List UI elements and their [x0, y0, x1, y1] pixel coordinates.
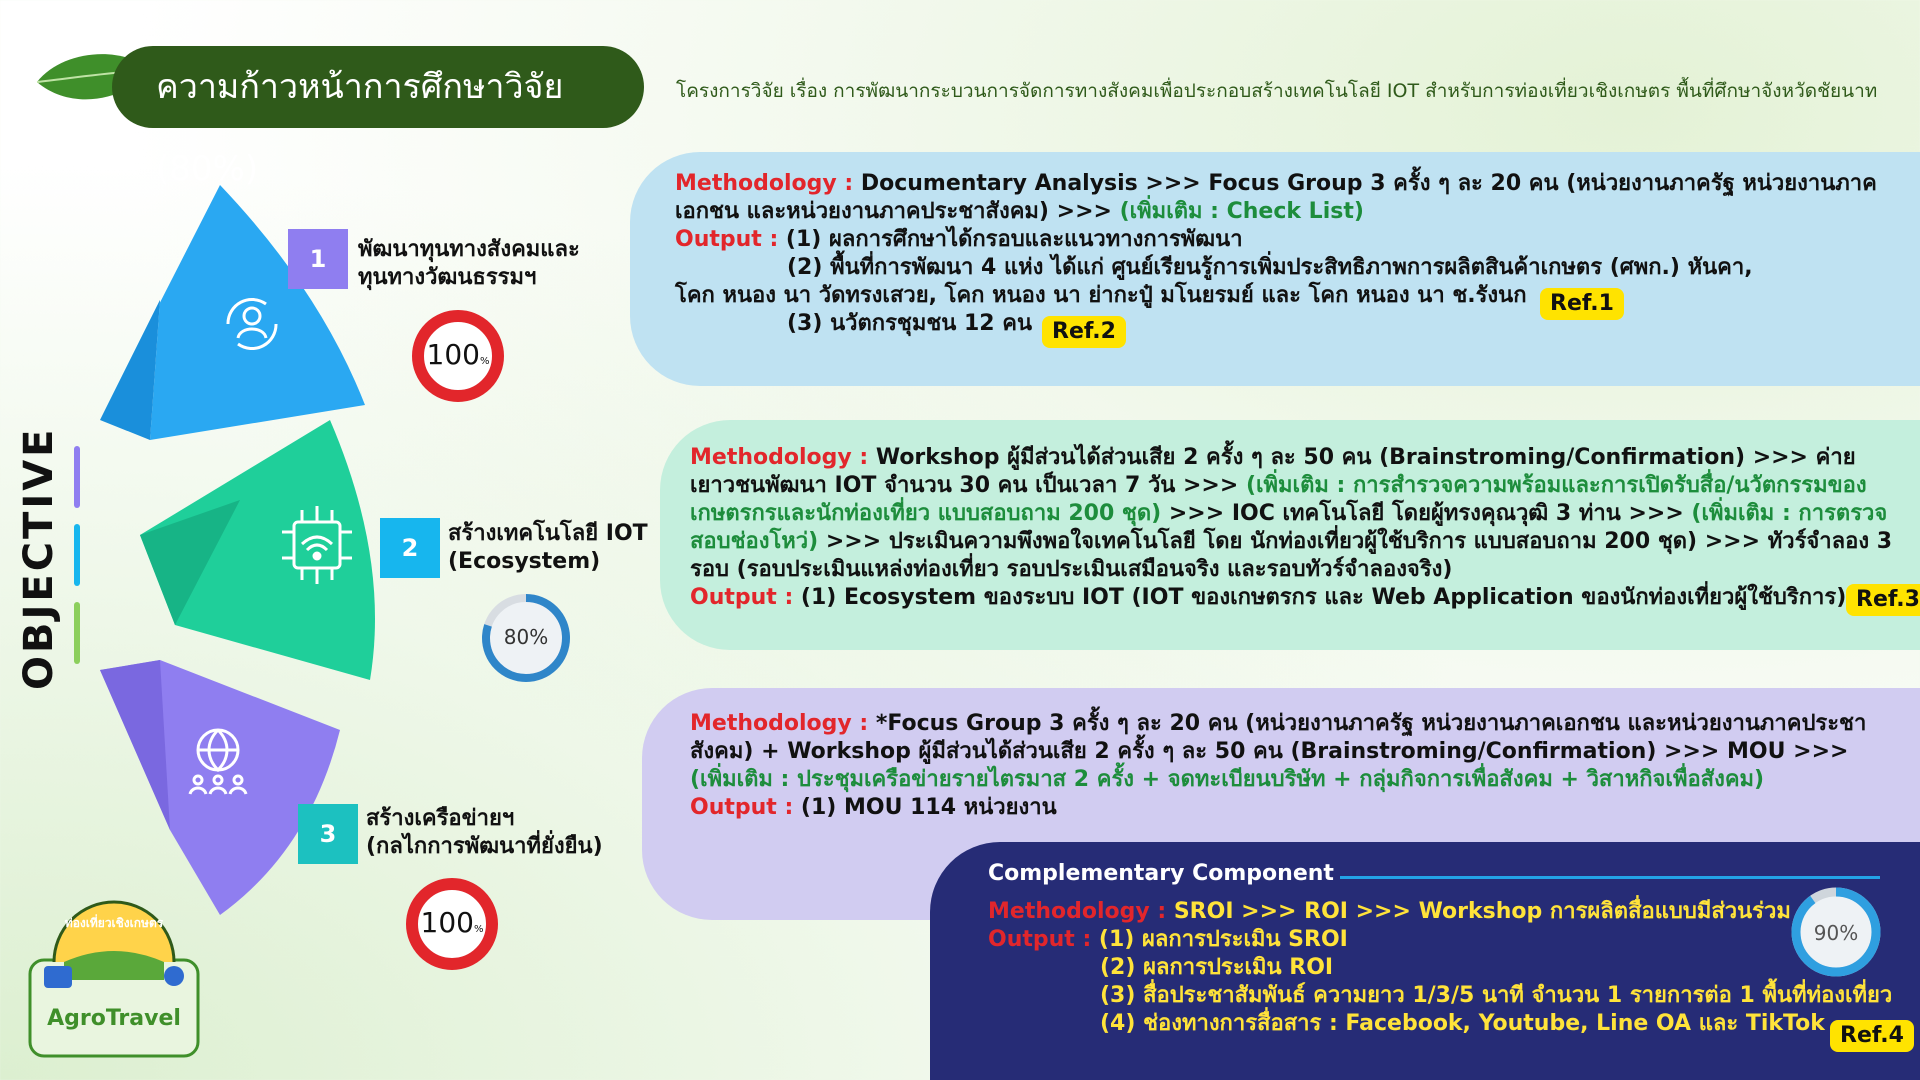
ref-1-badge[interactable]: Ref.1: [1540, 288, 1624, 320]
output-label: Output :: [675, 227, 779, 252]
objective-label: OBJECTIVE: [16, 426, 62, 690]
objective-3-card: Methodology : *Focus Group 3 ครั้ง ๆ ละ 20 คน (หน่วยงานภาครัฐ หน่วยงานภาคเอกชน และหน่วยงานภาคประชา สังคม) + Workshop ผู้มีส่วนได้ส่วนเสีย 2 ครั้ง ๆ ละ 50 คน (Brainstroming/Confirmation) >>> MOU >>> (เพิ่มเติม : ประชุมเครือข่ายรายไตรมาส 2 ครั้ง + จดทะเบียนบริษัท + กลุ่มกิจการเพื่อสังคม + วิสาหกิจเพื่อสังคม) Output : (1) MOU 114 หน่วยงาน: [642, 688, 1920, 920]
objective-1-progress-ring: 100%: [410, 308, 506, 404]
objective-number-2: 2: [380, 518, 440, 578]
objective-3-label: สร้างเครือข่ายฯ (กลไกการพัฒนาที่ยั่งยืน): [366, 806, 603, 859]
objective-1-label: พัฒนาทุนทางสังคมและ ทุนทางวัฒนธรรมฯ: [358, 237, 580, 290]
objective-1-card: Methodology : Documentary Analysis >>> Focus Group 3 ครั้ง ๆ ละ 20 คน (หน่วยงานภาครัฐ หน่วยงานภาค เอกชน และหน่วยงานภาคประชาสังคม) >>> (เพิ่มเติม : Check List) Output : (1) ผลการศึกษาได้กรอบและแนวทางการพัฒนา (2) พื้นที่การพัฒนา 4 แห่ง ได้แก่ ศูนย์เรียนรู้การเพิ่มประสิทธิภาพการผลิตสินค้าเกษตร (ศพก.) หันคา, โคก หนอง นา วัดทรงเสวย, โคก หนอง นา ย่ากะปู๋ มโนยรมย์ และ โคก หนอง นา ช.รังนก (3) นวัตกรชุมชน 12 คน Ref.1 Ref.2: [630, 152, 1920, 386]
ref-4-badge[interactable]: Ref.4: [1830, 1020, 1914, 1052]
objective-2-progress-ring: 80%: [478, 590, 574, 686]
iot-chip-icon: [272, 500, 362, 590]
people-sync-icon: [220, 292, 284, 356]
objective-2-label: สร้างเทคโนโลยี IOT (Ecosystem): [448, 521, 648, 574]
ref-3-badge[interactable]: Ref.3: [1846, 584, 1920, 616]
methodology-label: Methodology :: [675, 171, 854, 196]
agrotravel-logo: ท่องเที่ยวเชิงเกษตร AgroTravel: [24, 900, 204, 1060]
page-title: ความก้าวหน้าการศึกษาวิจัย (80%): [112, 46, 644, 128]
objective-2-card: Methodology : Workshop ผู้มีส่วนได้ส่วนเสีย 2 ครั้ง ๆ ละ 50 คน (Brainstroming/Confirmation) >>> ค่าย เยาวชนพัฒนา IOT จำนวน 30 คน เป็นเวลา 7 วัน >>> (เพิ่มเติม : การสำรวจความพร้อมและการเปิดรับสื่อ/นวัตกรรมของ เกษตรกรและนักท่องเที่ยว แบบสอบถาม 200 ชุด) >>> IOC เทคโนโลยี โดยผู้ทรงคุณวุฒิ 3 ท่าน >>> (เพิ่มเติม : การตรวจ สอบช่องโหว่) >>> ประเมินความพึงพอใจเทคโนโลยี โดย นักท่องเที่ยวผู้ใช้บริการ แบบสอบถาม 200 ชุด) >>> ทัวร์จำลอง 3 รอบ (รอบประเมินแหล่งท่องเที่ยว รอบประเมินเสมือนจริง และรอบทัวร์จำลองจริง) Output : (1) Ecosystem ของระบบ IOT (IOT ของเกษตรกร และ Web Application ของนักท่องเที่ยวผู้ใช้บริการ) Ref.3: [660, 420, 1920, 650]
global-network-icon: [180, 722, 256, 798]
objective-number-1: 1: [288, 229, 348, 289]
ref-2-badge[interactable]: Ref.2: [1042, 316, 1126, 348]
complementary-title: Complementary Component: [988, 861, 1334, 886]
complementary-progress-ring: 90%: [1788, 884, 1884, 980]
complementary-card: Complementary Component Methodology : SROI >>> ROI >>> Workshop การผลิตสื่อแบบมีส่วนร่วม Output : (1) ผลการประเมิน SROI (2) ผลการประเมิน ROI (3) สื่อประชาสัมพันธ์ ความยาว 1/3/5 นาที จำนวน 1 รายการต่อ 1 พื้นที่ท่องเที่ยว (4) ช่องทางการสื่อสาร : Facebook, Youtube, Line OA และ TikTok 90% Ref.4: [930, 842, 1920, 1080]
objective-3-progress-ring: 100%: [404, 876, 500, 972]
objective-number-3: 3: [298, 804, 358, 864]
title-underline: [1340, 876, 1880, 879]
project-subtitle: โครงการวิจัย เรื่อง การพัฒนากระบวนการจัดการทางสังคมเพื่อประกอบสร้างเทคโนโลยี IOT สำหรับการท่องเที่ยวเชิงเกษตร พื้นที่ศึกษาจังหวัดชัยนาท: [676, 80, 1878, 102]
